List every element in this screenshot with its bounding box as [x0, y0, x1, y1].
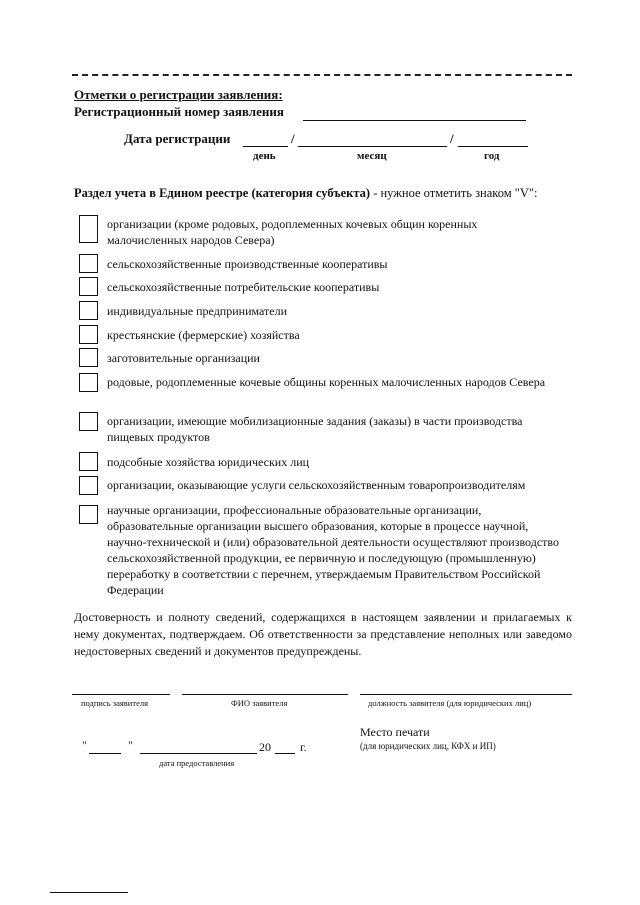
- submission-year-field[interactable]: [275, 753, 295, 754]
- registration-number-field[interactable]: [303, 120, 526, 121]
- submission-day-field[interactable]: [89, 753, 121, 754]
- position-caption: должность заявителя (для юридических лиц): [368, 698, 532, 708]
- checkbox-entrepreneurs[interactable]: [79, 301, 98, 320]
- registration-year-field[interactable]: [458, 146, 528, 147]
- signature-line[interactable]: [72, 694, 170, 695]
- year-prefix: 20: [259, 740, 271, 754]
- checkbox-nomadic-communities[interactable]: [79, 373, 98, 392]
- checkbox-procurement[interactable]: [79, 348, 98, 367]
- category-procurement: заготовительные организации: [107, 351, 260, 365]
- signature-caption: подпись заявителя: [81, 698, 148, 708]
- submission-date-caption: дата предоставления: [159, 758, 235, 768]
- category-entrepreneurs: индивидуальные предприниматели: [107, 304, 287, 318]
- registration-day-field[interactable]: [243, 146, 288, 147]
- checkbox-farms[interactable]: [79, 325, 98, 344]
- checkbox-mobilization[interactable]: [79, 412, 98, 431]
- date-slash-2: /: [450, 131, 454, 146]
- registration-number-label: Регистрационный номер заявления: [74, 104, 284, 119]
- category-consumer-cooperatives: сельскохозяйственные потребительские кооперативы: [107, 280, 380, 294]
- checkbox-consumer-cooperatives[interactable]: [79, 277, 98, 296]
- registration-date-label: Дата регистрации: [124, 131, 231, 146]
- checkbox-service-organizations[interactable]: [79, 476, 98, 495]
- submission-month-field[interactable]: [140, 753, 257, 754]
- responsibility-statement: Достоверность и полноту сведений, содержащихся в настоящем заявлении и прилагаемых к нему документах, подтверждаем. Об ответственности за представление неполных или заведомо недостоверных сведений и документов предупреждены.: [74, 610, 572, 658]
- checkbox-subsidiary-farms[interactable]: [79, 452, 98, 471]
- section-title: [74, 186, 537, 201]
- registration-month-field[interactable]: [298, 146, 447, 147]
- category-service-organizations: организации, оказывающие услуги сельскохозяйственным товаропроизводителям: [107, 478, 526, 492]
- checkbox-production-cooperatives[interactable]: [79, 254, 98, 273]
- footnote-separator: [50, 892, 128, 893]
- date-slash-1: /: [291, 131, 295, 146]
- date-quote-open: ": [82, 738, 87, 752]
- registration-header: Отметки о регистрации заявления:: [74, 87, 283, 102]
- dashed-separator: [72, 74, 572, 76]
- stamp-place-label: Место печати: [360, 725, 430, 739]
- category-organizations: организации (кроме родовых, родоплеменных кочевых общин коренных малочисленных народов Севера): [107, 217, 478, 247]
- checkbox-organizations[interactable]: [79, 215, 98, 243]
- year-caption: год: [484, 150, 500, 162]
- checkbox-scientific-organizations[interactable]: [79, 505, 98, 524]
- category-subsidiary-farms: подсобные хозяйства юридических лиц: [107, 455, 310, 469]
- month-caption: месяц: [357, 150, 387, 162]
- section-title-rest: - нужное отметить знаком "V":: [370, 186, 538, 200]
- stamp-place-note: (для юридических лиц, КФХ и ИП): [360, 741, 496, 751]
- category-scientific-organizations: научные организации, профессиональные образовательные организации, образовательные организации высшего образования, которые в процессе научной, научно-технической и (или) образовательной деятельности осуществляют производство сельскохозяйственной продукции, ее первичную и последующую (промышленную) переработку в соответствии с перечнем, утверждаемым Правительством Российской Федерации: [107, 503, 559, 597]
- position-line[interactable]: [360, 694, 572, 695]
- category-nomadic-communities: родовые, родоплеменные кочевые общины коренных малочисленных народов Севера: [107, 375, 546, 389]
- date-quote-close: ": [128, 738, 133, 752]
- name-line[interactable]: [182, 694, 348, 695]
- day-caption: день: [253, 150, 276, 162]
- category-farms: крестьянские (фермерские) хозяйства: [107, 328, 300, 342]
- year-suffix: г.: [300, 740, 307, 754]
- category-production-cooperatives: сельскохозяйственные производственные кооперативы: [107, 257, 388, 271]
- name-caption: ФИО заявителя: [231, 698, 288, 708]
- category-mobilization: организации, имеющие мобилизационные задания (заказы) в части производства пищевых продуктов: [107, 414, 523, 444]
- section-title-bold: Раздел учета в Едином реестре (категория субъекта): [74, 186, 371, 200]
